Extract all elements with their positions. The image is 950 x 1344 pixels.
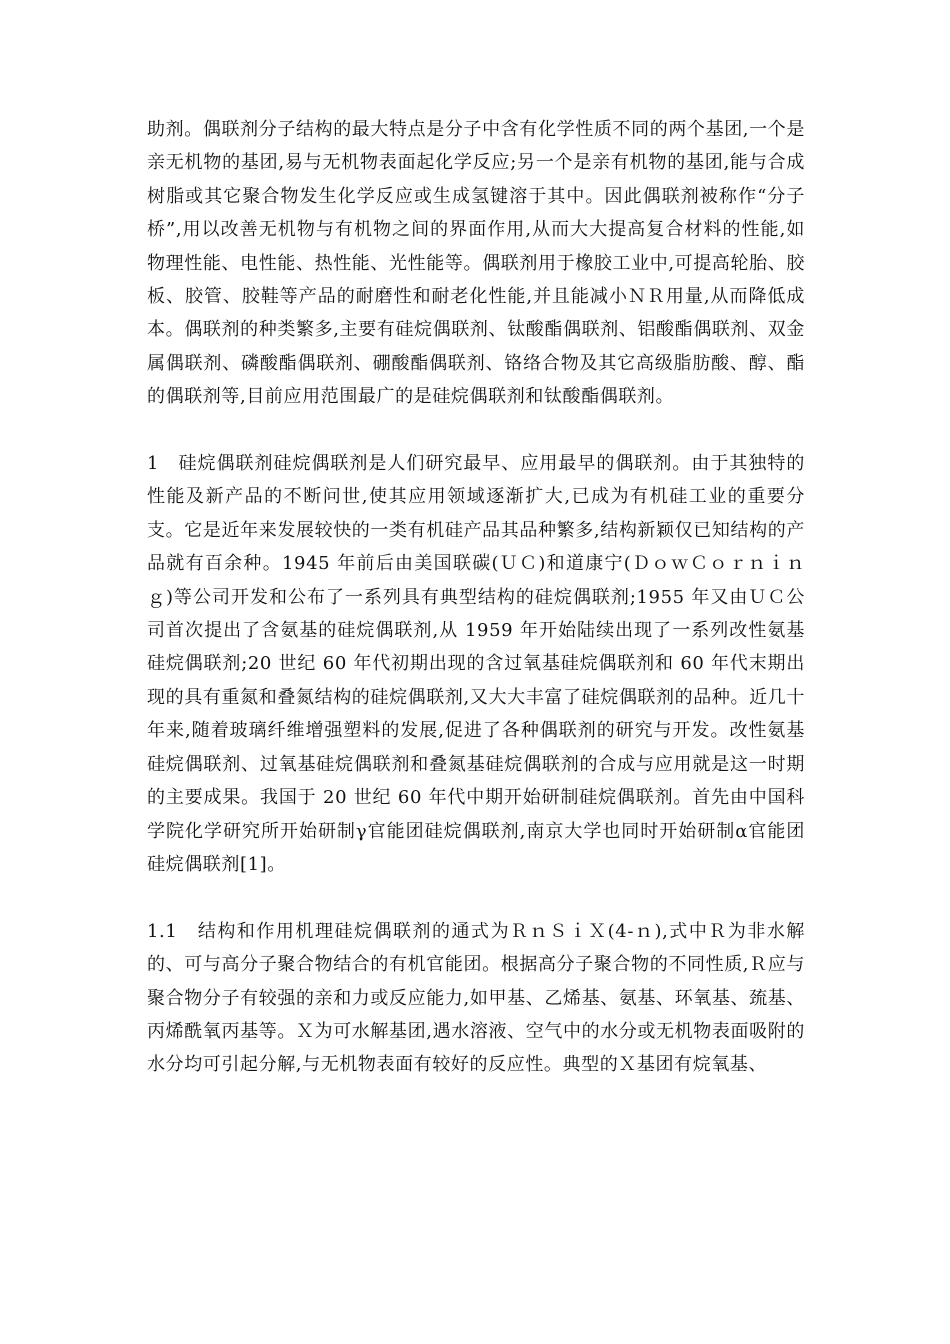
paragraph-section-1-1: 1.1 结构和作用机理硅烷偶联剂的通式为ＲｎＳｉＸ(4-ｎ),式中Ｒ为非水解的、可与高分子聚合物结合的有机官能团。根据高分子聚合物的不同性质,Ｒ应与聚合物分子有较强的亲和力或反应能力,如甲基、乙烯基、氨基、环氧基、巯基、丙烯酰氧丙基等。Ｘ为可水解基团,遇水溶液、空气中的水分或无机物表面吸附的水分均可引起分解,与无机物表面有较好的反应性。典型的Ｘ基团有烷氧基、 <box>147 920 805 1076</box>
paragraph-gap <box>147 881 805 914</box>
document-body <box>147 113 805 1082</box>
paragraph-gap <box>147 414 805 447</box>
paragraph-section-1: 1 硅烷偶联剂硅烷偶联剂是人们研究最早、应用最早的偶联剂。由于其独特的性能及新产品的不断问世,使其应用领域逐渐扩大,已成为有机硅工业的重要分支。它是近年来发展较快的一类有机硅产品其品种繁多,结构新颖仅已知结构的产品就有百余种。1945 年前后由美国联碳(ＵＣ)和道康宁(ＤｏｗＣｏｒｎｉｎｇ)等公司开发和公布了一系列具有典型结构的硅烷偶联剂;1955 年又由ＵＣ公司首次提出了含氨基的硅烷偶联剂,从 1959 年开始陆续出现了一系列改性氨基硅烷偶联剂;20 世纪 60 年代初期出现的含过氧基硅烷偶联剂和 60 年代末期出现的具有重氮和叠氮结构的硅烷偶联剂,又大大丰富了硅烷偶联剂的品种。近几十年来,随着玻璃纤维增强塑料的发展,促进了各种偶联剂的研究与开发。改性氨基硅烷偶联剂、过氧基硅烷偶联剂和叠氮基硅烷偶联剂的合成与应用就是这一时期的主要成果。我国于 20 世纪 60 年代中期开始研制硅烷偶联剂。首先由中国科学院化学研究所开始研制γ官能团硅烷偶联剂,南京大学也同时开始研制α官能团硅烷偶联剂[1]。 <box>147 453 805 875</box>
paragraph-intro: 助剂。偶联剂分子结构的最大特点是分子中含有化学性质不同的两个基团,一个是亲无机物的基团,易与无机物表面起化学反应;另一个是亲有机物的基团,能与合成树脂或其它聚合物发生化学反应或生成氢键溶于其中。因此偶联剂被称作“分子桥”,用以改善无机物与有机物之间的界面作用,从而大大提高复合材料的性能,如物理性能、电性能、热性能、光性能等。偶联剂用于橡胶工业中,可提高轮胎、胶板、胶管、胶鞋等产品的耐磨性和耐老化性能,并且能减小ＮＲ用量,从而降低成本。偶联剂的种类繁多,主要有硅烷偶联剂、钛酸酯偶联剂、铝酸酯偶联剂、双金属偶联剂、磷酸酯偶联剂、硼酸酯偶联剂、铬络合物及其它高级脂肪酸、醇、酯的偶联剂等,目前应用范围最广的是硅烷偶联剂和钛酸酯偶联剂。 <box>147 119 805 408</box>
